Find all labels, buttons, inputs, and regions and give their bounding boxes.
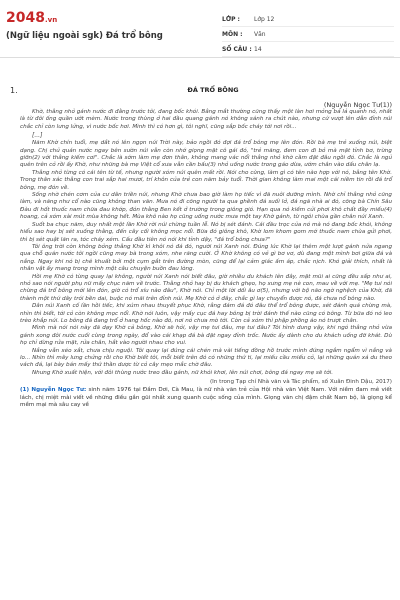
story-paragraph: Thằng nhỏ từng có cái tên từ tế, nhưng người xóm núi quên mất rồi. Nói cho cùng, làm gì có tên nào hợp với nó, bằng tên Khờ. Trong thân xác thằng con trai sắp hai mươi, trí khôn của trẻ con năm bảy tuổi. Thời gian không làm mai một cái niềm tin rồi đá trổ bông, mẹ đón về. <box>20 169 392 191</box>
question-number: 1. <box>10 86 18 95</box>
story-paragraph: Dân núi Xanh cố lần hồi tiếc, khi xúm nhau thuyết phục Khờ, rằng đám đá đó đâu thể trổ bông được, sét đánh quá chừng mà, nhìn thì biết, tới cỏ còn không mọc nổi. Khờ nói luôn, vậy mấy cục đá hay bông bị trời đánh thế nào cũng có bông. Từ bữa đó nó leo trèo khắp núi. Lo bông đá đang trổ ở hang hốc nào đó, nơi nó chưa mò tới. Còn cả xóm thì phập phồng áo nó trượt chân. <box>20 303 392 324</box>
meta-row-subject <box>222 27 394 42</box>
meta-row-count <box>222 42 394 57</box>
footnote <box>20 387 392 409</box>
meta-key: SỐ CÂU : <box>222 45 252 53</box>
story-paragraph: Mình mà nói nói này đã dạy Khờ cả bông, Khờ sẽ hỏi, vậy mẹ tui đâu, mẹ tui đâu? Tôi hình dung vậy, khi ngó thằng nhỏ vừa gánh xong đôi nước cuối cùng trong ngày, đổ vào cái khạp đá bà đặt ngay đỉnh trốc. Nước ấy dành cho du khách uống đỡ khát. Dù họ chỉ dừng rửa mặt, rửa chân, hắt vào người nhau cho vui. <box>20 325 392 347</box>
story-title: ĐÁ TRỔ BÔNG <box>187 86 239 94</box>
logo-text: 2048 <box>6 10 45 26</box>
story-paragraph: Nắng vẫn xéo xắt, chưa chịu nguội. Tôi quay lại đúng cái chén mà vài tiếng đồng hồ trước mình đứng ngắm ngẩm vì nắng và lo... Nhìn thì mây lưng chửng rồi cho Khờ biết tôi, mỗi biết trên đó có những thứ ti, lại miếu cầu miếu cỏ, lại những quán xá du theo vách đá, lại bày bán mấy thứ thần dược từ cỏ cây mẹo mắc chờ đâu. <box>20 347 392 369</box>
story-paragraph: Tôi ông trời còn không bỏng thằng Khờ kì khôi nó đá đó, người núi Xanh nói. Đúng lúc Khờ lại thêm một lượt gánh nửa ngang qua chỗ quán nước tôi ngồi cũng may bà trong xóm, nhe răng cười. Ở Khờ không có vẻ gì bơ vơ, dù đang một mình bơi giữa đá và nắng. Ngay khi nó bị chê khuất bởi một cụm gắt trên đường mòn, cũng để lại cảm giác ấm áp, chắc nịch. Khó giải thích, nhất là nhân vật ấy mang trong mình một câu chuyện buồn đau lòng. <box>20 243 392 273</box>
story-paragraph: Khờ, thằng nhỏ gánh nước đi đằng trước tôi, đang bốc khói. Bằng mắt thường cũng thấy một làn hơi mỏng bả lả quanh nó, nhất là từ đôi ống quần ướt mèm. Nước trong thùng ở hai đầu quang gánh nó không sánh ra chút nào, nhưng cứ vượt lên dẫn đỉnh núi chắc chỉ còn lưng lửng, vì nước bốc hơi. Mình thì có hơn gì, tôi nghĩ, cũng sắp bốc cháy tới nơi rồi... <box>20 109 392 130</box>
story-paragraph: Suốt ba chục năm, duy nhất một lần Khờ rời núi chừng tuần lễ. Nó bị sét đánh. Cái đầu trọc của nó mà nó đang bốc khói, không hiểu sao hay bị sét xuống thằng, đến cây cối không mọc nổi. Bữa đó giông khô, Khờ lom khom gom mớ thuốc nam chùa gửi phơi, thì bị sét quật lăn ra, tóc cháy xém. Cấu đầu tiên nó nói khi tỉnh dậy, "đá trổ bông chưa?" <box>20 221 392 243</box>
meta-key: LỚP : <box>222 15 240 23</box>
meta-key: MÔN : <box>222 30 243 38</box>
meta-row-class <box>222 12 394 27</box>
story-paragraph: Hồi mẹ Khờ có từng quay lại không, người núi Xanh nói biết đâu, giờ nhiều du khách lên đây, mặt mũi ai cũng đều sấp như ai, nhỏ sao nói người phụ nữ mấy chục năm về trước. Thằng nhỏ hay bị du khách ghẹo, họ xưng mẹ nè con, mau về với mẹ. "Mẹ tui nói chừng đá trổ bông mới lên đón, giờ có trổ xíu nào đâu", Khờ nói. Chỉ một lời dối âu ơ(5), nhưng với bộ não ngờ nghệch của Khờ, đã thành một thứ dây trói bền dai, buộc nó mãi trên đỉnh núi. Mẹ Khờ có ở đây, chắc gì lay chuyển được nó, đá chưa nổ bông nào. <box>20 273 392 302</box>
footnote-label: (1) Nguyễn Ngọc Tư: <box>20 387 87 394</box>
story-paragraph: Nhưng Khờ xuất hiện, với đôi thùng nước treo đầu gánh, nữ khói khơi, lên núi chơi, bông đá ngay mẹ sẽ tới. <box>32 369 334 376</box>
footnote-text: sinh năm 1976 tại Đầm Dơi, Cà Mau, là nữ nhà văn trẻ của Hội nhà văn Việt Nam. Với niềm đam mê viết lách, chị miệt mài viết về những điều gần gũi nhất xung quanh cuộc sống của mình. Giọng văn chị đậm chất Nam bộ, là giọng kể mềm mại mà sâu cay về <box>20 387 392 409</box>
site-logo[interactable] <box>6 10 57 26</box>
story-paragraph: Sống nhờ chén cơm của cư dân triền núi, nhưng Khờ chưa bao giờ làm họ tiếc vì đã nuôi dưỡng mình. Nhờ chỉ thằng nhỏ cũng làm, và năng như cổ nào cũng không than vãn. Mưa nó đi cõng người ta qua ghềnh đá suối lở, đá ngã nhà ai đó, cõng bà Chín Sâu Đàu đi hốt thuốc nam chữa đau khớp, đón thằng Ben kết ở trường trong giông gió. Hạn qua nó kiếm củi phơi khô chất đầy miếu(4) hoang, cả xóm xài mút mùa không hết. Mùa khô nào họ cũng uống nước mưa một tay Khờ gánh, từ ngôi chùa gần chân núi Xanh. <box>20 192 392 221</box>
story-paragraph: Năm Khờ chín tuổi, mẹ dắt nó lên ngọn núi Trời này, bảo ngồi đó đợi đá trổ bông mẹ lên đón. Rồi bà mẹ trẻ xuống núi, biệt dạng. Chị chủ quán nước ngay bên sườn núi vẫn còn nhớ giọng mặt cô gái đó, "trẻ măng, đem con đi bỏ mà mặt tỉnh bơ, trừng giỡn(2) với thằng kiếm cơi". Chắc là sớm làm mẹ đơn thân, không mang vác nổi thằng nhỏ khờ cầm đặt đâu ngồi đó. Chắc là ngủ quên trên cỏ rồi ấy Khờ, như những bà mẹ Việt cổ xưa vẫn cần bấu(3) nhỏ uống nước trong gáo dừa, ướm chân vào dấu chân lạ. <box>20 140 392 169</box>
page-subtitle: (Ngữ liệu ngoài sgk) Đá trổ bông <box>6 31 163 41</box>
page-header <box>0 0 400 58</box>
question-content <box>10 86 392 409</box>
story-source: (In trong Tạp chí Nhà văn và Tác phẩm, số Xuân Đinh Dậu, 2017) <box>209 379 392 386</box>
meta-value: Lớp 12 <box>254 15 275 23</box>
story-author: (Nguyễn Ngọc Tư(1)) <box>323 101 392 109</box>
ellipsis: [...] <box>32 132 43 140</box>
meta-table <box>222 12 394 57</box>
logo-suffix: .vn <box>44 16 58 24</box>
meta-value: 14 <box>254 45 262 53</box>
meta-value: Văn <box>254 30 266 38</box>
